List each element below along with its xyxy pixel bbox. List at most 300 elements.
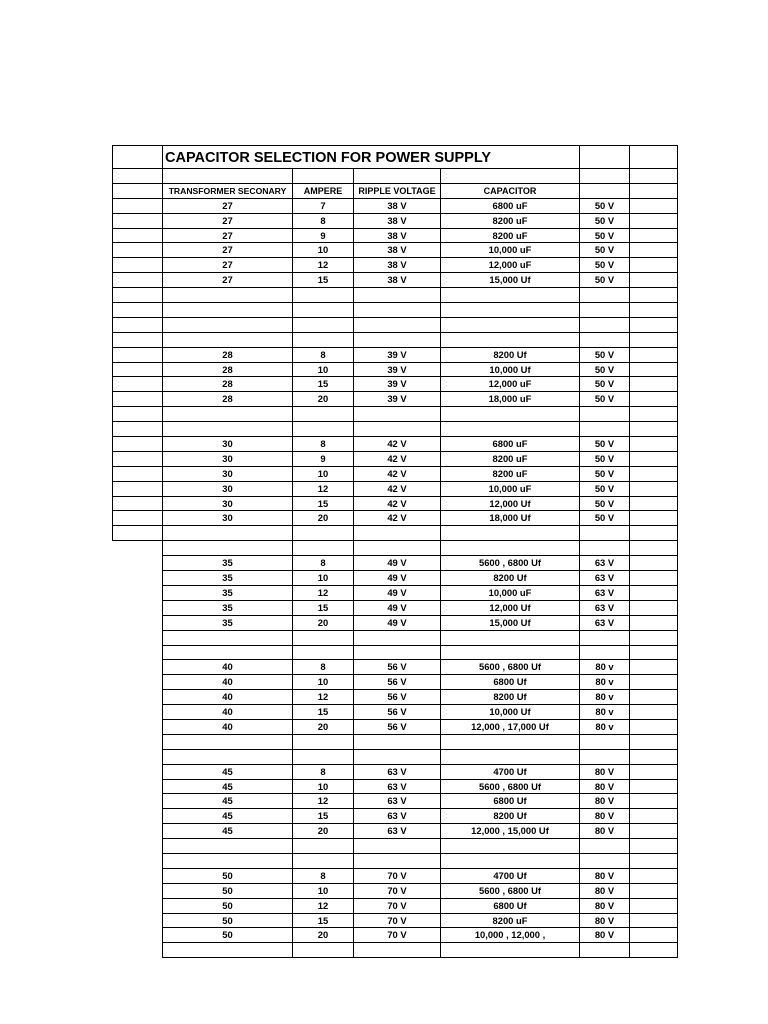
extra-cell — [629, 660, 678, 675]
header-transformer: TRANSFORMER SECONARY — [162, 184, 292, 199]
ripple-voltage-cell: 42 V — [353, 452, 440, 467]
table-row — [112, 333, 678, 348]
empty-cell — [112, 258, 162, 273]
table-row — [112, 571, 678, 586]
transformer-cell: 45 — [162, 794, 292, 809]
table-body — [112, 199, 678, 958]
transformer-cell: 40 — [162, 660, 292, 675]
table-row — [112, 467, 678, 482]
table-row — [112, 258, 678, 273]
ripple-voltage-cell: 42 V — [353, 437, 440, 452]
capacitor-selection-table — [112, 145, 678, 958]
ripple-voltage-cell: 39 V — [353, 348, 440, 363]
voltage-rating-cell — [579, 943, 629, 958]
empty-cell — [579, 145, 629, 169]
extra-cell — [629, 243, 678, 258]
ampere-cell: 7 — [292, 199, 353, 214]
extra-cell — [629, 899, 678, 914]
capacitor-cell: 5600 , 6800 Uf — [440, 884, 579, 899]
ampere-cell: 8 — [292, 556, 353, 571]
table-row — [112, 899, 678, 914]
capacitor-cell: 15,000 Uf — [440, 273, 579, 288]
table-row — [112, 943, 678, 958]
ripple-voltage-cell: 70 V — [353, 928, 440, 943]
ampere-cell — [292, 750, 353, 765]
extra-cell — [629, 601, 678, 616]
capacitor-cell: 10,000 uF — [440, 482, 579, 497]
transformer-cell: 40 — [162, 705, 292, 720]
capacitor-cell: 8200 uF — [440, 452, 579, 467]
ripple-voltage-cell — [353, 318, 440, 333]
extra-cell — [629, 229, 678, 244]
transformer-cell — [162, 407, 292, 422]
transformer-cell — [162, 422, 292, 437]
table-row — [112, 377, 678, 392]
ripple-voltage-cell — [353, 303, 440, 318]
capacitor-cell: 8200 Uf — [440, 571, 579, 586]
empty-cell — [112, 452, 162, 467]
transformer-cell: 50 — [162, 899, 292, 914]
empty-cell — [629, 169, 678, 184]
empty-cell — [112, 333, 162, 348]
voltage-rating-cell: 80 V — [579, 824, 629, 839]
extra-cell — [629, 869, 678, 884]
transformer-cell: 28 — [162, 392, 292, 407]
extra-cell — [629, 884, 678, 899]
table-row — [112, 511, 678, 526]
capacitor-cell: 5600 , 6800 Uf — [440, 780, 579, 795]
ampere-cell — [292, 303, 353, 318]
voltage-rating-cell: 50 V — [579, 348, 629, 363]
ampere-cell — [292, 407, 353, 422]
extra-cell — [629, 392, 678, 407]
transformer-cell: 30 — [162, 437, 292, 452]
table-row — [112, 273, 678, 288]
transformer-cell: 40 — [162, 675, 292, 690]
table-row — [112, 646, 678, 661]
capacitor-cell: 8200 uF — [440, 229, 579, 244]
header-capacitor: CAPACITOR — [440, 184, 579, 199]
ripple-voltage-cell: 70 V — [353, 899, 440, 914]
voltage-rating-cell: 80 V — [579, 780, 629, 795]
capacitor-cell — [440, 839, 579, 854]
voltage-rating-cell: 80 v — [579, 660, 629, 675]
transformer-cell — [162, 303, 292, 318]
ampere-cell: 8 — [292, 765, 353, 780]
ripple-voltage-cell: 38 V — [353, 229, 440, 244]
voltage-rating-cell — [579, 750, 629, 765]
empty-cell — [162, 169, 292, 184]
voltage-rating-cell: 50 V — [579, 363, 629, 378]
extra-cell — [629, 690, 678, 705]
table-row — [112, 914, 678, 929]
table-row — [112, 541, 678, 556]
transformer-cell — [162, 943, 292, 958]
voltage-rating-cell — [579, 839, 629, 854]
transformer-cell: 27 — [162, 229, 292, 244]
table-row — [112, 437, 678, 452]
capacitor-cell: 10,000 uF — [440, 586, 579, 601]
voltage-rating-cell — [579, 318, 629, 333]
empty-cell — [112, 511, 162, 526]
extra-cell — [629, 720, 678, 735]
ampere-cell: 10 — [292, 780, 353, 795]
empty-cell — [112, 482, 162, 497]
ampere-cell: 15 — [292, 377, 353, 392]
empty-cell — [353, 169, 440, 184]
empty-cell — [112, 526, 162, 541]
ripple-voltage-cell: 42 V — [353, 467, 440, 482]
ampere-cell: 12 — [292, 586, 353, 601]
extra-cell — [629, 363, 678, 378]
ripple-voltage-cell — [353, 407, 440, 422]
ampere-cell: 15 — [292, 809, 353, 824]
capacitor-cell: 12,000 Uf — [440, 497, 579, 512]
table-row — [112, 884, 678, 899]
capacitor-cell: 10,000 Uf — [440, 705, 579, 720]
ripple-voltage-cell — [353, 288, 440, 303]
ampere-cell — [292, 735, 353, 750]
table-row — [112, 854, 678, 869]
empty-cell — [629, 145, 678, 169]
transformer-cell — [162, 735, 292, 750]
transformer-cell — [162, 526, 292, 541]
voltage-rating-cell: 50 V — [579, 452, 629, 467]
ampere-cell — [292, 854, 353, 869]
capacitor-cell: 8200 uF — [440, 214, 579, 229]
extra-cell — [629, 809, 678, 824]
transformer-cell: 27 — [162, 273, 292, 288]
extra-cell — [629, 214, 678, 229]
table-row — [112, 422, 678, 437]
table-title: CAPACITOR SELECTION FOR POWER SUPPLY — [162, 145, 579, 169]
voltage-rating-cell: 50 V — [579, 467, 629, 482]
voltage-rating-cell: 80 v — [579, 720, 629, 735]
extra-cell — [629, 556, 678, 571]
extra-cell — [629, 646, 678, 661]
capacitor-cell — [440, 735, 579, 750]
ampere-cell: 12 — [292, 899, 353, 914]
empty-cell — [112, 169, 162, 184]
table-row — [112, 705, 678, 720]
extra-cell — [629, 333, 678, 348]
empty-cell — [112, 363, 162, 378]
transformer-cell — [162, 854, 292, 869]
extra-cell — [629, 914, 678, 929]
table-row — [112, 199, 678, 214]
capacitor-cell: 8200 uF — [440, 914, 579, 929]
transformer-cell: 30 — [162, 497, 292, 512]
table-row — [112, 735, 678, 750]
capacitor-cell: 8200 Uf — [440, 348, 579, 363]
ripple-voltage-cell: 70 V — [353, 914, 440, 929]
voltage-rating-cell: 50 V — [579, 243, 629, 258]
ripple-voltage-cell: 63 V — [353, 794, 440, 809]
extra-cell — [629, 482, 678, 497]
transformer-cell: 35 — [162, 601, 292, 616]
ampere-cell: 15 — [292, 273, 353, 288]
table-row — [112, 660, 678, 675]
ampere-cell: 12 — [292, 482, 353, 497]
transformer-cell: 45 — [162, 780, 292, 795]
extra-cell — [629, 467, 678, 482]
ripple-voltage-cell: 49 V — [353, 616, 440, 631]
capacitor-cell — [440, 854, 579, 869]
empty-cell — [440, 169, 579, 184]
ripple-voltage-cell: 49 V — [353, 556, 440, 571]
ripple-voltage-cell: 39 V — [353, 363, 440, 378]
extra-cell — [629, 288, 678, 303]
ampere-cell — [292, 839, 353, 854]
table-row — [112, 288, 678, 303]
capacitor-cell: 6800 uF — [440, 199, 579, 214]
ampere-cell: 12 — [292, 690, 353, 705]
voltage-rating-cell: 50 V — [579, 214, 629, 229]
ampere-cell: 20 — [292, 928, 353, 943]
ampere-cell: 20 — [292, 616, 353, 631]
table-row — [112, 720, 678, 735]
capacitor-cell — [440, 631, 579, 646]
transformer-cell: 40 — [162, 690, 292, 705]
table-row — [112, 452, 678, 467]
capacitor-cell: 6800 uF — [440, 437, 579, 452]
ampere-cell: 10 — [292, 675, 353, 690]
ripple-voltage-cell — [353, 646, 440, 661]
ripple-voltage-cell: 56 V — [353, 690, 440, 705]
voltage-rating-cell: 63 V — [579, 601, 629, 616]
empty-cell — [112, 422, 162, 437]
capacitor-cell: 10,000 , 12,000 , — [440, 928, 579, 943]
voltage-rating-cell: 63 V — [579, 616, 629, 631]
extra-cell — [629, 854, 678, 869]
ripple-voltage-cell: 42 V — [353, 497, 440, 512]
ripple-voltage-cell: 63 V — [353, 780, 440, 795]
voltage-rating-cell — [579, 303, 629, 318]
extra-cell — [629, 616, 678, 631]
transformer-cell — [162, 541, 292, 556]
voltage-rating-cell: 50 V — [579, 258, 629, 273]
table-row — [112, 526, 678, 541]
extra-cell — [629, 318, 678, 333]
capacitor-cell: 8200 Uf — [440, 690, 579, 705]
voltage-rating-cell: 80 v — [579, 690, 629, 705]
empty-cell — [112, 407, 162, 422]
transformer-cell: 27 — [162, 199, 292, 214]
capacitor-cell: 12,000 , 15,000 Uf — [440, 824, 579, 839]
capacitor-cell: 12,000 uF — [440, 258, 579, 273]
extra-cell — [629, 735, 678, 750]
voltage-rating-cell: 63 V — [579, 571, 629, 586]
transformer-cell — [162, 288, 292, 303]
ripple-voltage-cell — [353, 526, 440, 541]
ampere-cell: 8 — [292, 214, 353, 229]
table-row — [112, 616, 678, 631]
extra-cell — [629, 631, 678, 646]
table-row — [112, 780, 678, 795]
voltage-rating-cell: 50 V — [579, 377, 629, 392]
empty-cell — [112, 348, 162, 363]
voltage-rating-cell: 80 v — [579, 705, 629, 720]
table-row — [112, 794, 678, 809]
ripple-voltage-cell: 70 V — [353, 869, 440, 884]
capacitor-cell: 8200 Uf — [440, 809, 579, 824]
ripple-voltage-cell: 70 V — [353, 884, 440, 899]
table-row — [112, 318, 678, 333]
transformer-cell: 28 — [162, 363, 292, 378]
table-row — [112, 809, 678, 824]
transformer-cell: 50 — [162, 914, 292, 929]
extra-cell — [629, 824, 678, 839]
extra-cell — [629, 258, 678, 273]
table-row — [112, 765, 678, 780]
transformer-cell: 45 — [162, 809, 292, 824]
ampere-cell: 8 — [292, 348, 353, 363]
extra-cell — [629, 571, 678, 586]
ripple-voltage-cell: 49 V — [353, 601, 440, 616]
voltage-rating-cell: 50 V — [579, 273, 629, 288]
transformer-cell: 35 — [162, 586, 292, 601]
extra-cell — [629, 839, 678, 854]
extra-cell — [629, 511, 678, 526]
transformer-cell — [162, 839, 292, 854]
capacitor-cell — [440, 541, 579, 556]
ripple-voltage-cell — [353, 735, 440, 750]
ampere-cell: 12 — [292, 258, 353, 273]
ampere-cell: 15 — [292, 705, 353, 720]
table-row — [112, 556, 678, 571]
extra-cell — [629, 348, 678, 363]
voltage-rating-cell: 80 V — [579, 765, 629, 780]
extra-cell — [629, 794, 678, 809]
ampere-cell: 10 — [292, 363, 353, 378]
capacitor-cell — [440, 333, 579, 348]
ampere-cell: 15 — [292, 914, 353, 929]
transformer-cell: 28 — [162, 348, 292, 363]
capacitor-cell: 6800 Uf — [440, 794, 579, 809]
ripple-voltage-cell — [353, 541, 440, 556]
ripple-voltage-cell: 38 V — [353, 199, 440, 214]
ripple-voltage-cell: 38 V — [353, 258, 440, 273]
transformer-cell: 35 — [162, 571, 292, 586]
table-row — [112, 348, 678, 363]
voltage-rating-cell: 50 V — [579, 199, 629, 214]
ripple-voltage-cell — [353, 854, 440, 869]
voltage-rating-cell: 50 V — [579, 437, 629, 452]
capacitor-cell — [440, 526, 579, 541]
table-row — [112, 303, 678, 318]
ripple-voltage-cell — [353, 333, 440, 348]
table-row — [112, 869, 678, 884]
transformer-cell: 40 — [162, 720, 292, 735]
voltage-rating-cell — [579, 735, 629, 750]
voltage-rating-cell — [579, 541, 629, 556]
ripple-voltage-cell: 63 V — [353, 765, 440, 780]
table-row — [112, 928, 678, 943]
empty-cell — [112, 437, 162, 452]
capacitor-cell — [440, 407, 579, 422]
voltage-rating-cell: 80 V — [579, 809, 629, 824]
empty-cell — [112, 214, 162, 229]
ampere-cell: 20 — [292, 392, 353, 407]
ripple-voltage-cell: 42 V — [353, 482, 440, 497]
ampere-cell: 20 — [292, 824, 353, 839]
table-row — [112, 214, 678, 229]
table-row — [112, 363, 678, 378]
ampere-cell: 15 — [292, 601, 353, 616]
ripple-voltage-cell: 56 V — [353, 705, 440, 720]
table-row — [112, 824, 678, 839]
ampere-cell: 10 — [292, 884, 353, 899]
voltage-rating-cell: 50 V — [579, 482, 629, 497]
voltage-rating-cell: 80 V — [579, 914, 629, 929]
voltage-rating-cell — [579, 333, 629, 348]
transformer-cell: 35 — [162, 616, 292, 631]
voltage-rating-cell — [579, 288, 629, 303]
capacitor-cell: 8200 uF — [440, 467, 579, 482]
ampere-cell: 10 — [292, 243, 353, 258]
voltage-rating-cell — [579, 526, 629, 541]
table-row — [112, 631, 678, 646]
extra-cell — [629, 765, 678, 780]
capacitor-cell: 5600 , 6800 Uf — [440, 660, 579, 675]
capacitor-cell: 18,000 uF — [440, 392, 579, 407]
voltage-rating-cell — [579, 631, 629, 646]
empty-cell — [112, 288, 162, 303]
ampere-cell — [292, 333, 353, 348]
empty-cell — [112, 497, 162, 512]
ripple-voltage-cell — [353, 839, 440, 854]
extra-cell — [629, 437, 678, 452]
table-row — [112, 601, 678, 616]
transformer-cell: 45 — [162, 765, 292, 780]
extra-cell — [629, 943, 678, 958]
ampere-cell: 15 — [292, 497, 353, 512]
extra-cell — [629, 407, 678, 422]
empty-cell — [112, 377, 162, 392]
extra-cell — [629, 586, 678, 601]
voltage-rating-cell: 63 V — [579, 586, 629, 601]
transformer-cell — [162, 750, 292, 765]
spacer-row — [112, 169, 678, 184]
ampere-cell — [292, 631, 353, 646]
capacitor-cell: 5600 , 6800 Uf — [440, 556, 579, 571]
transformer-cell: 27 — [162, 214, 292, 229]
capacitor-cell: 12,000 , 17,000 Uf — [440, 720, 579, 735]
empty-cell — [579, 169, 629, 184]
capacitor-cell — [440, 303, 579, 318]
voltage-rating-cell: 50 V — [579, 511, 629, 526]
transformer-cell: 30 — [162, 511, 292, 526]
extra-cell — [629, 422, 678, 437]
empty-cell — [112, 243, 162, 258]
extra-cell — [629, 780, 678, 795]
capacitor-cell: 12,000 Uf — [440, 601, 579, 616]
transformer-cell: 30 — [162, 482, 292, 497]
voltage-rating-cell — [579, 854, 629, 869]
empty-cell — [112, 199, 162, 214]
voltage-rating-cell: 80 V — [579, 884, 629, 899]
ripple-voltage-cell — [353, 422, 440, 437]
header-ripple-voltage: RIPPLE VOLTAGE — [353, 184, 440, 199]
transformer-cell: 50 — [162, 884, 292, 899]
voltage-rating-cell: 80 V — [579, 869, 629, 884]
extra-cell — [629, 705, 678, 720]
ampere-cell — [292, 422, 353, 437]
ampere-cell: 8 — [292, 869, 353, 884]
capacitor-cell: 15,000 Uf — [440, 616, 579, 631]
transformer-cell — [162, 333, 292, 348]
transformer-cell: 30 — [162, 452, 292, 467]
